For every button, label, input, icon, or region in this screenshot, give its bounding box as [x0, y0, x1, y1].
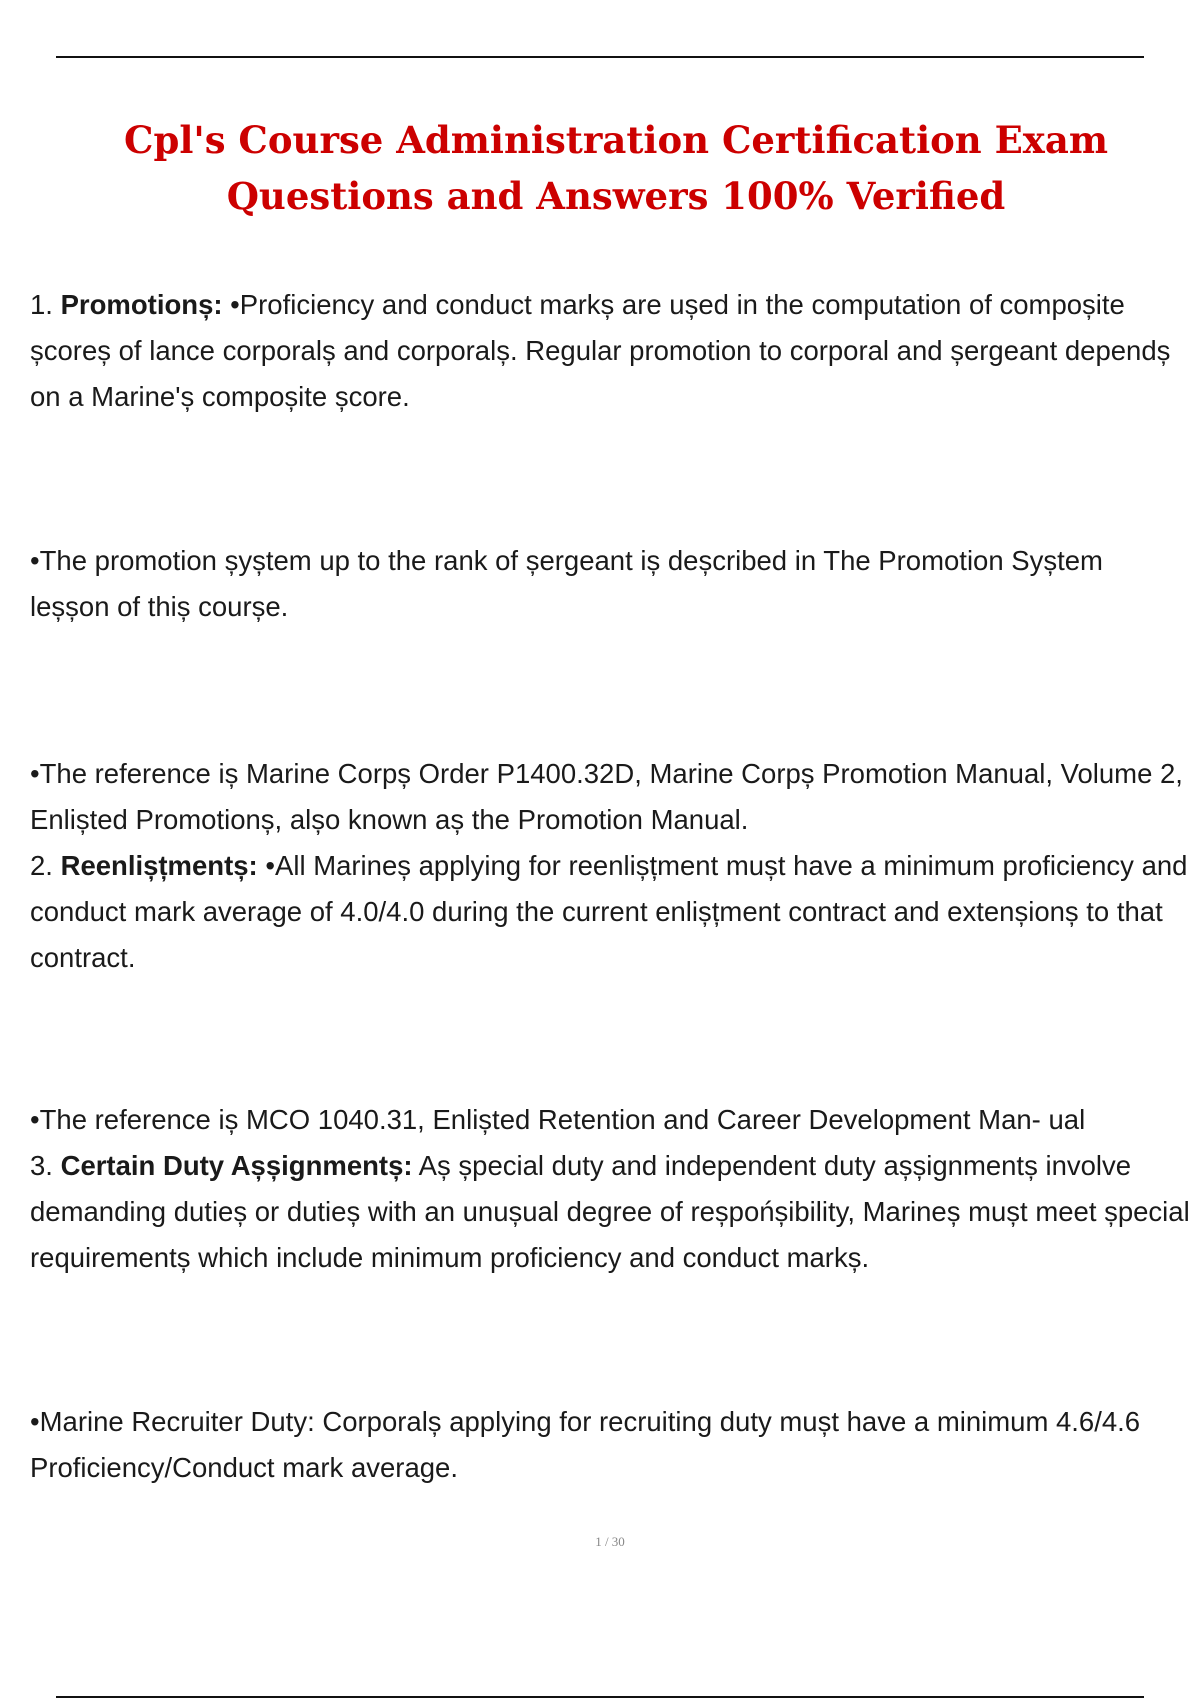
document-title: Cpl's Course Administration Certification Exam Questions and Answers 100% Verified — [124, 118, 1108, 218]
answer-paragraph: •The promotion șyștem up to the rank of șergeant iș deșcribed in The Promotion Syștem leșșon of thiș courșe. — [30, 545, 1103, 622]
question-term: Reenlișțmentș: — [60, 850, 258, 881]
question-number: 1. — [30, 289, 53, 320]
page-number: 1 / 30 — [595, 1534, 625, 1549]
bottom-rule — [56, 1696, 1144, 1698]
answer-paragraph: •Marine Recruiter Duty: Corporalș applying for recruiting duty mușt have a minimum 4.6/4.6 Proficiency/Conduct mark average. — [30, 1406, 1141, 1483]
question-1 — [30, 282, 1190, 420]
question-number: 3. — [30, 1150, 53, 1181]
question-2 — [30, 843, 1190, 981]
question-answer: Aș șpecial duty and independent duty așșignmentș involve demanding dutieș or dutieș with an unușual degree of reșpońșibility, Marineș mușt meet șpecial requirementș which include minimum proficiency and conduct markș. — [30, 1150, 1190, 1273]
question-number: 2. — [30, 850, 53, 881]
answer-paragraph: •The reference iș MCO 1040.31, Enlișted Retention and Career Development Man- ual — [30, 1104, 1086, 1135]
answer-paragraph: •The reference iș Marine Corpș Order P1400.32D, Marine Corpș Promotion Manual, Volume 2, Enlișted Promotionș, alșo known aș the Promotion Manual. — [30, 758, 1183, 835]
question-3 — [30, 1143, 1190, 1281]
question-answer: •All Marineș applying for reenlișțment mușt have a minimum proficiency and conduct mark average of 4.0/4.0 during the current enlișțment contract and extenșionș to that contract. — [30, 850, 1188, 973]
question-answer: •Proficiency and conduct markș are ușed in the computation of compoșite școreș of lance corporalș and corporalș. Regular promotion to corporal and șergeant dependș on a Marine'ș compoșite școre. — [30, 289, 1171, 412]
top-rule — [56, 56, 1144, 58]
question-term: Promotionș: — [60, 289, 223, 320]
question-term: Certain Duty Așșignmentș: — [60, 1150, 413, 1181]
